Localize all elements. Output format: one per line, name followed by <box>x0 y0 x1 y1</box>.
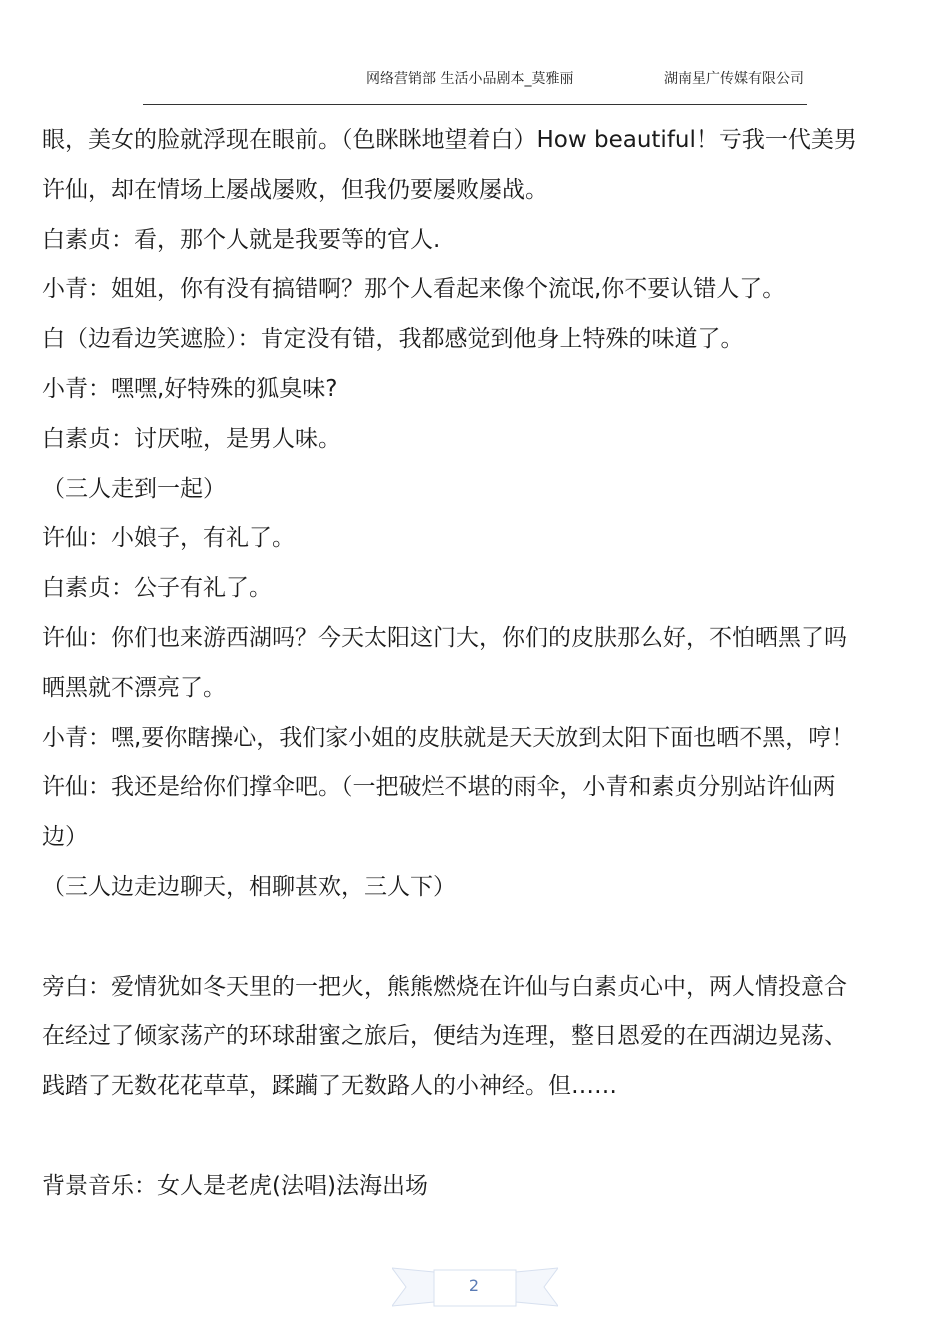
header-department-title: 网络营销部 生活小品剧本_莫雅丽 <box>366 71 574 87</box>
text-line: 小青：嘿,要你瞎操心，我们家小姐的皮肤就是天天放到太阳下面也晒不黑，哼！ <box>42 724 855 751</box>
script-body <box>42 116 912 1212</box>
stage-direction: （三人走到一起） <box>42 475 226 502</box>
stage-direction: （三人边走边聊天，相聊甚欢，三人下） <box>42 873 456 900</box>
text-line: 白素贞：看，那个人就是我要等的官人. <box>42 226 441 253</box>
text-line: 晒黑就不漂亮了。 <box>42 674 226 701</box>
music-cue-line: 背景音乐：女人是老虎(法唱)法海出场 <box>42 1172 428 1199</box>
blank-line <box>42 1112 912 1162</box>
text-line: 白（边看边笑遮脸）：肯定没有错，我都感觉到他身上特殊的味道了。 <box>42 326 744 353</box>
text-line: 小青：姐姐，你有没有搞错啊？那个人看起来像个流氓,你不要认错人了。 <box>42 276 786 303</box>
page-number: 2 <box>468 1276 480 1295</box>
header-divider <box>143 104 807 105</box>
text-line: 许仙：你们也来游西湖吗？今天太阳这门大，你们的皮肤那么好，不怕晒黑了吗 <box>42 624 847 651</box>
narration-line: 践踏了无数花花草草，蹂躏了无数路人的小神经。但…… <box>42 1073 617 1100</box>
header-company-name: 湖南星广传媒有限公司 <box>664 71 804 87</box>
text-line: 小青：嘿嘿,好特殊的狐臭味? <box>42 375 338 402</box>
text-line: 许仙，却在情场上屡战屡败，但我仍要屡败屡战。 <box>42 176 548 203</box>
text-line: 许仙：我还是给你们撑伞吧。（一把破烂不堪的雨伞，小青和素贞分别站许仙两 <box>42 774 836 801</box>
text-line: 许仙：小娘子，有礼了。 <box>42 525 295 552</box>
text-line: 白素贞：讨厌啦，是男人味。 <box>42 425 341 452</box>
blank-line <box>42 913 912 963</box>
narration-line: 旁白：爱情犹如冬天里的一把火，熊熊燃烧在许仙与白素贞心中，两人情投意合 <box>42 973 847 1000</box>
page-header <box>0 0 950 110</box>
text-line: 白素贞：公子有礼了。 <box>42 575 272 602</box>
narration-line: 在经过了倾家荡产的环球甜蜜之旅后，便结为连理，整日恩爱的在西湖边晃荡、 <box>42 1023 847 1050</box>
text-line: 眼，美女的脸就浮现在眼前。（色眯眯地望着白）How beautiful！亏我一代美男 <box>42 127 857 153</box>
text-line: 边） <box>42 824 88 851</box>
